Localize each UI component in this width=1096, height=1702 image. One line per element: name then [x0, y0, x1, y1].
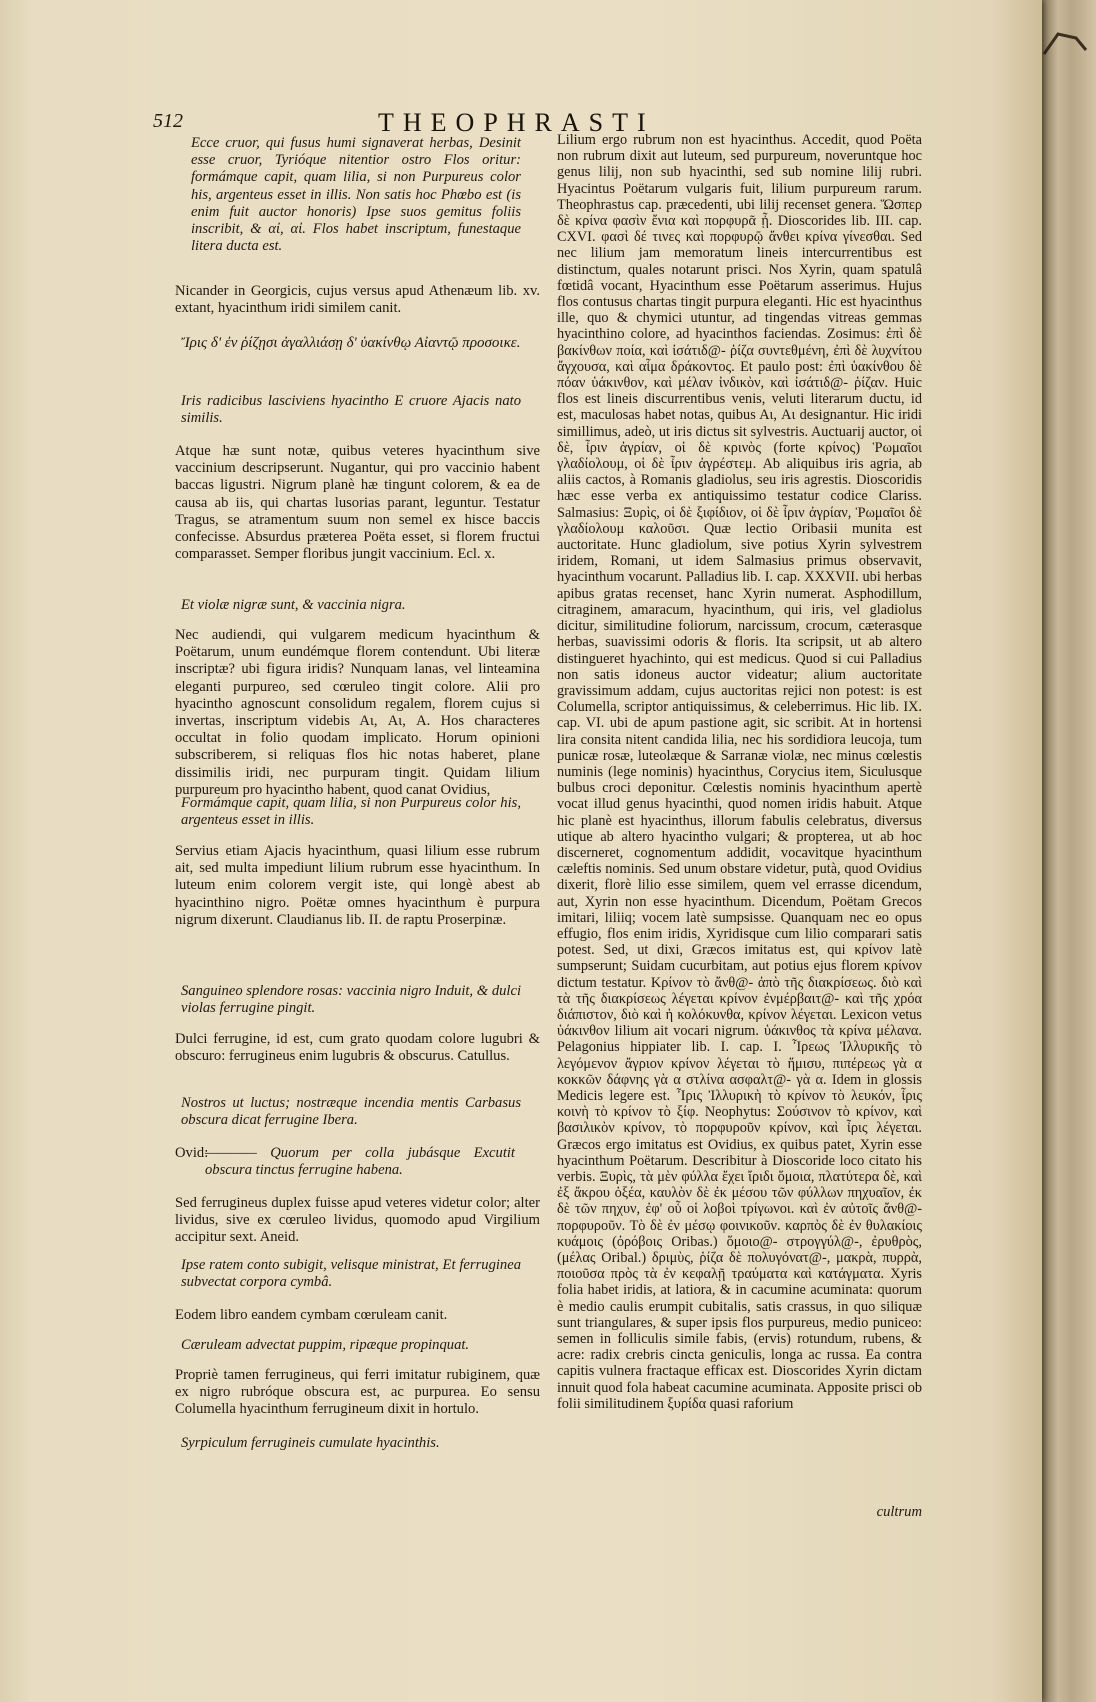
page-edge	[1042, 0, 1096, 1702]
verse-block: Et violæ nigræ sunt, & vaccinia nigra.	[181, 597, 406, 613]
paragraph: Dulci ferrugine, id est, cum grato quodam colore lugubri & obscuro: ferrugineus enim lugubris & obscurus. Catullus.	[175, 1031, 540, 1065]
verse-block: ———— Quorum per colla jubásque Excutit obscura tinctus ferrugine habena.	[205, 1145, 515, 1179]
paragraph: Lilium ergo rubrum non est hyacinthus. Accedit, quod Poëta non rubrum dixit aut luteum, sed purpureum, noveruntque hoc genus lilij, non sub hyacinthi, sed sub nomine lilij rubri. Hyacintus Poëtarum vulgaris fuit, lilium purpureum rarum. Theophrastus cap. præcedenti, ubi lilij recenset genera. Ὥσπερ δὲ κρίνα φασὶν ἔνια καὶ πορφυρᾶ ᾖ. Dioscorides lib. III. cap. CXVI. φασὶ δέ τινες καὶ πορφυρῷ ἄνθει κρίνα γίνεσθαι. Sed nec lilium jam memoratum lineis intercurrentibus est distinctum, quales notarunt prisci. Nos Xyrin, quam spatulâ fœtidâ vocant, Hyacinthum esse Poëtarum asserimus. Hujus flos contusus chartas tingit purpura eleganti. Hic est hyacinthus ille, quo & chymici utuntur, ad tingendas vitreas gemmas hyacinthino colore, ad hyacinthos faciendas. Zosimus: ἐπὶ δὲ βακίνθων ποία, καὶ ἰσάτιδ@- ῥίζα συντεθμένη, ἐπὶ δὲ λυχνίτου ἄγχουσα, καὶ αἷμα δράκοντος. Et paulo post: ἐπὶ ὑακίνθου δὲ πόαν ὑάκινθον, καὶ μέλαν ἰνδικὸν, καὶ ἰσάτιδ@- ῥίζαν. Huic flos est lineis discurrentibus venis, veluti literarum ductu, id est, maculosas habet notas, quibus Aι, Aι designantur. Hic iridi simillimus, adeò, ut iris dictus sit sylvestris. Auctuarij auctor, οἱ δὲ, ἶριν ἀγρίαν, οἱ δὲ κρινὸς (forte κρίνος) Ῥωμαῖοι γλαδίολουμ, οἱ δὲ ἶριν ἀγρέστεμ. Ab aliquibus iris agria, ab aliis cactos, à Romanis gladiolus, seu iris agrestis. Dioscoridis hæc esse verba ex antiquissimo testatur codice Clariss. Salmasius: Ξυρὶς, οἱ δὲ ξιφίδιον, οἱ δὲ ἶριν ἀγρίαν, Ῥωμαῖοι δὲ γλαδίολουμ καλοῦσι. Quæ lectio Oribasii munita est auctoritate. Hunc gladiolum, sive potius Xyrin sylvestrem iridem, Romani, ut idem Salmasius primus observavit, hyacinthum vocarunt. Palladius lib. I. cap. XXXVII. ubi herbas apibus gratas recenset, hanc Xyrin numerat. Asphodillum, citraginem, amaracum, hyacinthum, qui iris, vel gladiolus dicitur, similitudine foliorum, narcissum, crocum, cæterasque herbas, suavissimi odoris & floris. Ita scripsit, ut ab altero distingueret hyachinto, qui est medicus. Quod si cui Palladius non satis idoneus auctor videatur; alium auctoritate gravissimum addam, cujus auctoritas rejici non potest: is est Columella, scriptor antiquissimus, & celeberrimus. Hic lib. IX. cap. VI. ubi de apum pastione agit, sic scribit. At in hortensi lira consita nitent candida lilia, nec his sordidiora leucoja, tum punicæ rosæ, luteolæque & Sarranæ violæ, nec minus cœlestis numinis (lege nominis) hyacinthus, Corycius item, Siculusque bulbus croci deponitur. Cœlestis nominis hyacinthum apertè vocat illud genus hyacinthi, quod nomen iridis habuit. Atque hic planè est hyacinthus, illorum fabulis celebratus, diversus utique ab altero hyacintho vulgari; & propterea, ut ab hoc discerneret, cognomentum addidit, vocavitque hyacinthum cæleftis nominis. Sed unum obstare videtur, putà, quod Ovidius dixerit, florè lilio esse similem, quem vel errasse dicendum, aut, Xyrin non esse hyacinthum. Dicendum, Poëtam Grecos imitari, liliiq; vocem latè sumpsisse. Quanquam nec eo opus effugio, flos enim iridis, Xyridisque cum lilio comparari satis potest. Sed, ut dixi, Græcos imitatus est, qui κρίνον latè sumpserunt; Suidam cucurbitam, aut potius ejus florem κρίνον dictum testatur. Κρίνον τὸ ἄνθ@- ἀπὸ τῆς διακρίσεως. διὸ καὶ τὰ τῆς διακρίσεως λέγεται κρίνον ἐνμέρβαιτ@- καὶ τῆς χρόα διάπιστον, διὸ καὶ ἡ κολόκυνθα, κρίνον λέγεται. Lexicon vetus ὑάκινθον lilium ait vocari nigrum. ὑάκινθος τὰ κρίνα μέλανα. Pelagonius hippiater lib. I. cap. I. Ἶρεως Ἰλλυρικῆς τὸ λεγόμενον ἄγριον κρίνον λέγεται τὸ ἥμισυ, πιπέρεως γὰ α κοκκῶν δάφνης γὰ α στλίνα ασφαλτ@- γὰ α. Idem in glossis Medicis legere est. Ἶρις Ἰλλυρικὴ τὸ κρίνον τὸ λευκόν, ἶρις κοινὴ τὸ κρίνον τὸ ξίφ. Neophytus: Σούσινον τὸ κρίνον, καὶ βασιλικὸν κρίνον, τὸ πορφυροῦν κρίνον, καὶ ἶρις λέγεται. Græcos ergo imitatus est Ovidius, ex quibus patet, Xyrin esse hyacinthum Poëtarum. Describitur à Dioscoride loco citato his verbis. Ξυρὶς, τὰ μὲν φύλλα ἔχει ἴριδι ὅμοια, πλατύτερα δὲ, καὶ ἐξ ἄκρου ὀξέα, καυλὸν δὲ ἐκ μέσου τῶν φύλλων πηχυαῖον, ἐκ δὲ τῶν πηχυν, ἐφ' οὗ οἱ λοβοὶ τρίγωνοι. καὶ ἐν αὐτοῖς ἄνθ@- πορφυροῦν. Τὸ δὲ ἐν μέσῳ φοινικοῦν. καρπὸς δὲ ἐν θυλακίοις κυάμοις (ὀρόβοις Oribas.) ὅμοιο@- στρογγύλ@-, ἐρυθρὸς, (μέλας Oribal.) δριμὺς, ῥίζα δὲ πολυγόνατ@-, μακρὰ, πυρρὰ, ποιοῦσα πρὸς τὰ ἐν κεφαλῇ τραύματα καὶ κατάγματα. Xyris folia habet iridis, at latiora, & in cacumine acuminata: quorum è medio caulis erumpit cubitalis, satis crassus, in quo siliquæ sunt triangulares, & super ipsis flos purpureus, medio puniceo: semen in folliculis simile fabis, (ervis) rotundum, rubens, & acre: radix crebris cincta geniculis, longa ac russa. Ea contra capitis vulnera fractaque efficax est. Dioscorides Xyrin dictam innuit quod fola habeat cacumine acuminata. Apposite prisci ob folii similitudinem ξυρίδα quasi raforium	[557, 132, 922, 1412]
catchword: cultrum	[876, 1504, 922, 1520]
verse-block: Ecce cruor, qui fusus humi signaverat herbas, Desinit esse cruor, Tyrióque nitentior ostro Flos oritur: formámque capit, quam lilia, si non Purpureus color his, argenteus esset in illis. Non satis hoc Phœbo est (is enim fuit auctor honoris) Ipse suos gemitus foliis inscribit, & αἰ, αἰ. Flos habet inscriptum, funestaque litera ducta est.	[191, 135, 521, 255]
greek-verse: Ἴρις δ' ἐν ῥίζῃσι ἀγαλλιάσῃ δ' ὑακίνθῳ Αἰαντῷ προσοικε.	[181, 335, 521, 351]
verse-block: Syrpiculum ferrugineis cumulate hyacinthis.	[181, 1435, 440, 1451]
running-title: THEOPHRASTI	[378, 108, 655, 137]
verse-block: Nostros ut luctus; nostræque incendia mentis Carbasus obscura dicat ferrugine Ibera.	[181, 1095, 521, 1129]
paragraph: Atque hæ sunt notæ, quibus veteres hyacinthum sive vaccinium descripserunt. Nugantur, qui pro vaccinio habent baccas ligustri. Nigrum planè hæ tingunt colorem, & ea de causa ab iis, qui chartas lusorias parant, leguntur. Testatur Tragus, se atramentum suum non semel ex hisce baccis confecisse. Absurdus præterea Poëta esset, si florem fructui comparasset. Semper floribus jungit vaccinium. Ecl. x.	[175, 443, 540, 563]
paragraph: Eodem libro eandem cymbam cœruleam canit.	[175, 1307, 448, 1323]
verse-block: Iris radicibus lasciviens hyacintho E cruore Ajacis nato similis.	[181, 393, 521, 427]
verse-block: Formámque capit, quam lilia, si non Purpureus color his, argenteus esset in illis.	[181, 795, 521, 829]
page-fold-mark	[1040, 28, 1090, 58]
paragraph: Servius etiam Ajacis hyacinthum, quasi lilium esse rubrum ait, sed multa impediunt lilium rubrum esse hyacinthum. In luteum enim colorem vergit iste, qui longè abest ab hyacinthino nigro. Poëtæ omnes hyacinthum è purpura nigrum dixerunt. Claudianus lib. II. de raptu Proserpinæ.	[175, 843, 540, 928]
page-number: 512	[153, 110, 183, 132]
verse-block: Sanguineo splendore rosas: vaccinia nigro Induit, & dulci violas ferrugine pingit.	[181, 983, 521, 1017]
paragraph: Propriè tamen ferrugineus, qui ferri imitatur rubiginem, quæ ex nigro rubróque obscura est, ac purpurea. Eo sensu Columella hyacinthum ferrugineum dixit in hortulo.	[175, 1367, 540, 1418]
paragraph: Sed ferrugineus duplex fuisse apud veteres videtur color; alter lividus, sive ex cœruleo lividus, quomodo apud Virgilium accipitur sext. Aneid.	[175, 1195, 540, 1246]
verse-block: Ipse ratem conto subigit, velisque ministrat, Et ferruginea subvectat corpora cymbâ.	[181, 1257, 521, 1291]
paragraph: Nicander in Georgicis, cujus versus apud Athenæum lib. xv. extant, hyacinthum iridi similem canit.	[175, 283, 540, 317]
paragraph: Ovid:	[175, 1145, 209, 1161]
verse-block: Cæruleam advectat puppim, ripæque propinquat.	[181, 1337, 470, 1353]
paragraph: Nec audiendi, qui vulgarem medicum hyacinthum & Poëtarum, unum eundémque florem contendunt. Ubi literæ inscriptæ? ubi figura iridis? Nunquam lanas, vel linteamina eleganti purpureo, sed cœruleo tingit colore. Alii pro hyacintho agnoscunt consolidum regalem, florem cujus si invertas, inscriptum videbis Aι, Aι, A. Hos characteres occultat in folio quodam implicato. Horum opinioni subscriberem, si reliquas flos hic notas haberet, plane dissimilis iridi, nec purpuram tingit. Quidam lilium purpureum pro hyacintho habent, quod canat Ovidius,	[175, 627, 540, 798]
